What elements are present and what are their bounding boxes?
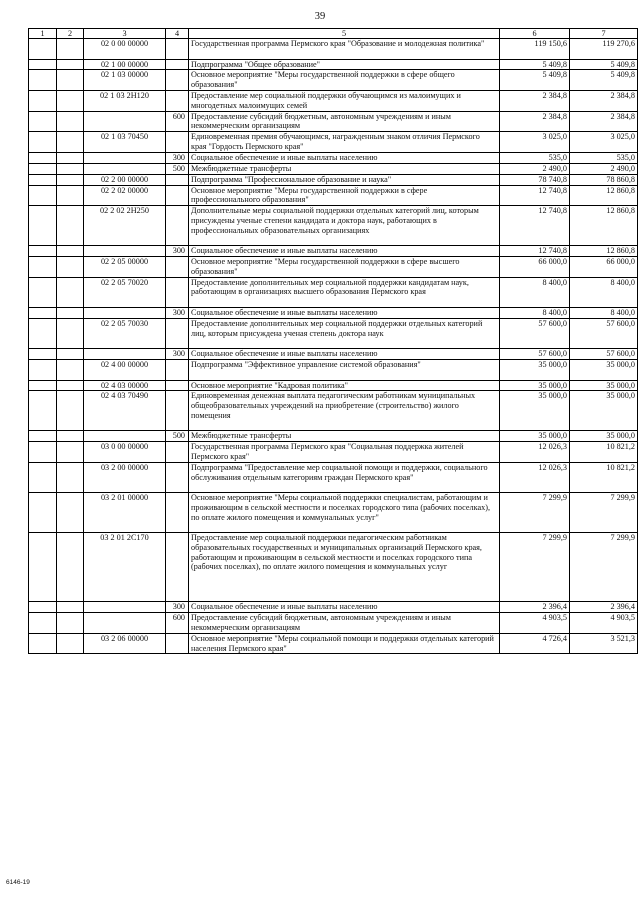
- table-row: [29, 152, 638, 163]
- column-header-7: 7: [570, 29, 638, 39]
- empty-cell: [57, 391, 84, 431]
- amount-year2-cell: 2 384,8: [570, 111, 638, 132]
- amount-year1-cell: 12 740,8: [500, 246, 570, 257]
- empty-cell: [29, 349, 57, 360]
- table-row: [29, 59, 638, 70]
- amount-year1-cell: 78 740,8: [500, 174, 570, 185]
- amount-year2-cell: 35 000,0: [570, 431, 638, 442]
- empty-cell: [57, 174, 84, 185]
- empty-cell: [29, 39, 57, 60]
- amount-year1-cell: 4 903,5: [500, 613, 570, 634]
- empty-cell: [57, 307, 84, 318]
- item-name-cell: Единовременная денежная выплата педагогическим работникам муниципальных общеобразовательных учреждений на приобретение (строительство) жилого помещения: [189, 391, 500, 431]
- expense-type-cell: [166, 277, 189, 307]
- amount-year2-cell: 8 400,0: [570, 277, 638, 307]
- amount-year2-cell: 57 600,0: [570, 318, 638, 348]
- empty-cell: [29, 307, 57, 318]
- target-article-cell: 03 0 00 00000: [84, 442, 166, 463]
- expense-type-cell: [166, 59, 189, 70]
- table-row: [29, 39, 638, 60]
- table-row: [29, 349, 638, 360]
- target-article-cell: [84, 431, 166, 442]
- amount-year1-cell: 12 026,3: [500, 462, 570, 492]
- amount-year2-cell: 7 299,9: [570, 533, 638, 602]
- amount-year2-cell: 35 000,0: [570, 380, 638, 391]
- empty-cell: [29, 431, 57, 442]
- target-article-cell: 02 2 05 00000: [84, 257, 166, 278]
- empty-cell: [57, 185, 84, 206]
- empty-cell: [57, 277, 84, 307]
- empty-cell: [57, 132, 84, 153]
- item-name-cell: Социальное обеспечение и иные выплаты населению: [189, 349, 500, 360]
- item-name-cell: Межбюджетные трансферты: [189, 431, 500, 442]
- empty-cell: [29, 246, 57, 257]
- table-row: [29, 307, 638, 318]
- amount-year2-cell: 3 521,3: [570, 633, 638, 654]
- expense-type-cell: [166, 442, 189, 463]
- item-name-cell: Дополнительные меры социальной поддержки отдельных категорий лиц, которым присуждены ученые степени кандидата и доктора наук, работающих в профессиональных образовательных организациях: [189, 206, 500, 246]
- target-article-cell: 02 2 02 2Н250: [84, 206, 166, 246]
- expense-type-cell: 300: [166, 307, 189, 318]
- table-row: [29, 391, 638, 431]
- empty-cell: [57, 59, 84, 70]
- amount-year1-cell: 57 600,0: [500, 318, 570, 348]
- item-name-cell: Предоставление дополнительных мер социальной поддержки отдельных категорий лиц, которым присуждена ученая степень доктора наук: [189, 318, 500, 348]
- amount-year2-cell: 535,0: [570, 152, 638, 163]
- item-name-cell: Предоставление мер социальной поддержки обучающимся из малоимущих и многодетных малоимущих семей: [189, 91, 500, 112]
- table-row: [29, 257, 638, 278]
- item-name-cell: Подпрограмма "Эффективное управление системой образования": [189, 359, 500, 380]
- item-name-cell: Социальное обеспечение и иные выплаты населению: [189, 602, 500, 613]
- amount-year2-cell: 10 821,2: [570, 442, 638, 463]
- amount-year1-cell: 5 409,8: [500, 59, 570, 70]
- expense-type-cell: [166, 174, 189, 185]
- target-article-cell: 03 2 00 00000: [84, 462, 166, 492]
- empty-cell: [57, 349, 84, 360]
- table-row: [29, 174, 638, 185]
- target-article-cell: 03 2 01 00000: [84, 493, 166, 533]
- empty-cell: [57, 206, 84, 246]
- item-name-cell: Подпрограмма "Профессиональное образование и наука": [189, 174, 500, 185]
- empty-cell: [57, 246, 84, 257]
- target-article-cell: [84, 152, 166, 163]
- page-number: 39: [314, 11, 326, 22]
- target-article-cell: 02 4 03 00000: [84, 380, 166, 391]
- item-name-cell: Основное мероприятие "Меры социальной помощи и поддержки отдельных категорий населения Пермского края": [189, 633, 500, 654]
- amount-year2-cell: 5 409,8: [570, 59, 638, 70]
- expense-type-cell: 300: [166, 602, 189, 613]
- expense-type-cell: [166, 493, 189, 533]
- amount-year2-cell: 12 860,8: [570, 206, 638, 246]
- table-row: [29, 185, 638, 206]
- table-row: [29, 318, 638, 348]
- expense-type-cell: [166, 359, 189, 380]
- target-article-cell: 03 2 01 2С170: [84, 533, 166, 602]
- empty-cell: [29, 59, 57, 70]
- empty-cell: [57, 431, 84, 442]
- target-article-cell: 02 2 05 70020: [84, 277, 166, 307]
- amount-year1-cell: 7 299,9: [500, 493, 570, 533]
- item-name-cell: Подпрограмма "Предоставление мер социальной помощи и поддержки, социального обслуживания отдельным категориям граждан Пермского края": [189, 462, 500, 492]
- empty-cell: [57, 533, 84, 602]
- empty-cell: [57, 359, 84, 380]
- table-row: [29, 91, 638, 112]
- table-row: [29, 246, 638, 257]
- expense-type-cell: [166, 633, 189, 654]
- column-header-6: 6: [500, 29, 570, 39]
- expense-type-cell: [166, 462, 189, 492]
- expense-type-cell: 300: [166, 152, 189, 163]
- empty-cell: [29, 163, 57, 174]
- amount-year2-cell: 2 490,0: [570, 163, 638, 174]
- amount-year2-cell: 35 000,0: [570, 391, 638, 431]
- empty-cell: [57, 70, 84, 91]
- table-row: [29, 462, 638, 492]
- target-article-cell: 02 2 00 00000: [84, 174, 166, 185]
- empty-cell: [57, 111, 84, 132]
- empty-cell: [57, 380, 84, 391]
- table-row: [29, 633, 638, 654]
- empty-cell: [29, 152, 57, 163]
- target-article-cell: 02 4 03 70490: [84, 391, 166, 431]
- empty-cell: [29, 633, 57, 654]
- empty-cell: [29, 602, 57, 613]
- column-header-3: 3: [84, 29, 166, 39]
- amount-year1-cell: 4 726,4: [500, 633, 570, 654]
- empty-cell: [57, 91, 84, 112]
- amount-year2-cell: 12 860,8: [570, 185, 638, 206]
- amount-year1-cell: 35 000,0: [500, 359, 570, 380]
- amount-year1-cell: 57 600,0: [500, 349, 570, 360]
- target-article-cell: [84, 111, 166, 132]
- expense-type-cell: [166, 39, 189, 60]
- amount-year1-cell: 2 384,8: [500, 91, 570, 112]
- amount-year2-cell: 10 821,2: [570, 462, 638, 492]
- expense-type-cell: [166, 70, 189, 91]
- amount-year1-cell: 119 150,6: [500, 39, 570, 60]
- amount-year2-cell: 3 025,0: [570, 132, 638, 153]
- empty-cell: [29, 318, 57, 348]
- amount-year2-cell: 8 400,0: [570, 307, 638, 318]
- amount-year2-cell: 7 299,9: [570, 493, 638, 533]
- amount-year1-cell: 7 299,9: [500, 533, 570, 602]
- expense-type-cell: 500: [166, 163, 189, 174]
- empty-cell: [29, 462, 57, 492]
- target-article-cell: 02 1 00 00000: [84, 59, 166, 70]
- expense-type-cell: [166, 185, 189, 206]
- expense-type-cell: [166, 533, 189, 602]
- target-article-cell: 02 1 03 70450: [84, 132, 166, 153]
- table-row: [29, 533, 638, 602]
- item-name-cell: Основное мероприятие "Меры социальной поддержки специалистам, работающим и проживающим в сельской местности и поселках городского типа (рабочих поселках), по оплате жилого помещения и коммунальных услуг": [189, 493, 500, 533]
- amount-year1-cell: 2 490,0: [500, 163, 570, 174]
- expense-type-cell: 600: [166, 613, 189, 634]
- item-name-cell: Государственная программа Пермского края "Образование и молодежная политика": [189, 39, 500, 60]
- empty-cell: [29, 533, 57, 602]
- target-article-cell: 02 2 05 70030: [84, 318, 166, 348]
- table-row: [29, 206, 638, 246]
- table-row: [29, 111, 638, 132]
- column-header-2: 2: [57, 29, 84, 39]
- table-row: [29, 602, 638, 613]
- amount-year2-cell: 4 903,5: [570, 613, 638, 634]
- empty-cell: [29, 493, 57, 533]
- amount-year1-cell: 35 000,0: [500, 391, 570, 431]
- item-name-cell: Межбюджетные трансферты: [189, 163, 500, 174]
- target-article-cell: 02 4 00 00000: [84, 359, 166, 380]
- target-article-cell: 02 1 03 2Н120: [84, 91, 166, 112]
- empty-cell: [29, 132, 57, 153]
- item-name-cell: Подпрограмма "Общее образование": [189, 59, 500, 70]
- amount-year1-cell: 8 400,0: [500, 277, 570, 307]
- target-article-cell: 02 0 00 00000: [84, 39, 166, 60]
- item-name-cell: Социальное обеспечение и иные выплаты населению: [189, 307, 500, 318]
- table-row: [29, 163, 638, 174]
- amount-year1-cell: 2 384,8: [500, 111, 570, 132]
- amount-year1-cell: 35 000,0: [500, 431, 570, 442]
- empty-cell: [29, 174, 57, 185]
- item-name-cell: Предоставление дополнительных мер социальной поддержки кандидатам наук, работающим в организациях высшего образования Пермского края: [189, 277, 500, 307]
- empty-cell: [57, 152, 84, 163]
- table-row: [29, 277, 638, 307]
- table-row: [29, 442, 638, 463]
- expense-type-cell: 500: [166, 431, 189, 442]
- empty-cell: [29, 442, 57, 463]
- expense-type-cell: 600: [166, 111, 189, 132]
- empty-cell: [29, 185, 57, 206]
- item-name-cell: Единовременная премия обучающимся, награжденным знаком отличия Пермского края "Гордость Пермского края": [189, 132, 500, 153]
- amount-year2-cell: 66 000,0: [570, 257, 638, 278]
- item-name-cell: Социальное обеспечение и иные выплаты населению: [189, 246, 500, 257]
- table-row: [29, 359, 638, 380]
- empty-cell: [29, 359, 57, 380]
- empty-cell: [29, 257, 57, 278]
- amount-year1-cell: 66 000,0: [500, 257, 570, 278]
- target-article-cell: [84, 349, 166, 360]
- amount-year2-cell: 5 409,8: [570, 70, 638, 91]
- empty-cell: [57, 442, 84, 463]
- target-article-cell: [84, 613, 166, 634]
- table-row: [29, 132, 638, 153]
- amount-year1-cell: 535,0: [500, 152, 570, 163]
- amount-year2-cell: 57 600,0: [570, 349, 638, 360]
- amount-year1-cell: 3 025,0: [500, 132, 570, 153]
- item-name-cell: Основное мероприятие "Меры государственной поддержки в сфере высшего образования": [189, 257, 500, 278]
- budget-table: [28, 28, 638, 654]
- item-name-cell: Предоставление мер социальной поддержки педагогическим работникам образовательных государственных и муниципальных организаций Пермского края, работающим и проживающим в сельской местности и поселках городского типа (рабочих поселках), по оплате жилого помещения и коммунальных услуг: [189, 533, 500, 602]
- empty-cell: [29, 111, 57, 132]
- target-article-cell: [84, 602, 166, 613]
- amount-year2-cell: 2 396,4: [570, 602, 638, 613]
- amount-year1-cell: 35 000,0: [500, 380, 570, 391]
- amount-year2-cell: 35 000,0: [570, 359, 638, 380]
- document-code: 6146-19: [6, 879, 30, 886]
- amount-year1-cell: 8 400,0: [500, 307, 570, 318]
- column-header-4: 4: [166, 29, 189, 39]
- target-article-cell: 03 2 06 00000: [84, 633, 166, 654]
- empty-cell: [29, 380, 57, 391]
- empty-cell: [57, 462, 84, 492]
- empty-cell: [57, 163, 84, 174]
- table-row: [29, 493, 638, 533]
- amount-year2-cell: 2 384,8: [570, 91, 638, 112]
- empty-cell: [29, 70, 57, 91]
- empty-cell: [57, 613, 84, 634]
- table-row: [29, 380, 638, 391]
- column-header-1: 1: [29, 29, 57, 39]
- item-name-cell: Социальное обеспечение и иные выплаты населению: [189, 152, 500, 163]
- empty-cell: [29, 206, 57, 246]
- empty-cell: [57, 602, 84, 613]
- table-row: [29, 431, 638, 442]
- empty-cell: [57, 39, 84, 60]
- target-article-cell: [84, 307, 166, 318]
- amount-year1-cell: 2 396,4: [500, 602, 570, 613]
- empty-cell: [57, 318, 84, 348]
- item-name-cell: Предоставление субсидий бюджетным, автономным учреждениям и иным некоммерческим организациям: [189, 111, 500, 132]
- expense-type-cell: [166, 206, 189, 246]
- item-name-cell: Основное мероприятие "Меры государственной поддержки в сфере общего образования": [189, 70, 500, 91]
- empty-cell: [57, 257, 84, 278]
- amount-year1-cell: 5 409,8: [500, 70, 570, 91]
- expense-type-cell: [166, 257, 189, 278]
- expense-type-cell: [166, 318, 189, 348]
- empty-cell: [29, 613, 57, 634]
- empty-cell: [29, 277, 57, 307]
- expense-type-cell: [166, 91, 189, 112]
- target-article-cell: [84, 163, 166, 174]
- amount-year1-cell: 12 740,8: [500, 206, 570, 246]
- amount-year1-cell: 12 026,3: [500, 442, 570, 463]
- empty-cell: [29, 391, 57, 431]
- item-name-cell: Государственная программа Пермского края "Социальная поддержка жителей Пермского края": [189, 442, 500, 463]
- expense-type-cell: [166, 391, 189, 431]
- amount-year2-cell: 12 860,8: [570, 246, 638, 257]
- expense-type-cell: 300: [166, 349, 189, 360]
- header-row: [29, 29, 638, 39]
- expense-type-cell: [166, 132, 189, 153]
- table-row: [29, 70, 638, 91]
- expense-type-cell: [166, 380, 189, 391]
- expense-type-cell: 300: [166, 246, 189, 257]
- amount-year2-cell: 119 270,6: [570, 39, 638, 60]
- empty-cell: [29, 91, 57, 112]
- empty-cell: [57, 633, 84, 654]
- empty-cell: [57, 493, 84, 533]
- item-name-cell: Основное мероприятие "Меры государственной поддержки в сфере профессионального образования": [189, 185, 500, 206]
- table-row: [29, 613, 638, 634]
- amount-year1-cell: 12 740,8: [500, 185, 570, 206]
- table-body: [29, 39, 638, 654]
- item-name-cell: Основное мероприятие "Кадровая политика": [189, 380, 500, 391]
- column-header-5: 5: [189, 29, 500, 39]
- item-name-cell: Предоставление субсидий бюджетным, автономным учреждениям и иным некоммерческим организациям: [189, 613, 500, 634]
- amount-year2-cell: 78 860,8: [570, 174, 638, 185]
- target-article-cell: 02 1 03 00000: [84, 70, 166, 91]
- target-article-cell: 02 2 02 00000: [84, 185, 166, 206]
- target-article-cell: [84, 246, 166, 257]
